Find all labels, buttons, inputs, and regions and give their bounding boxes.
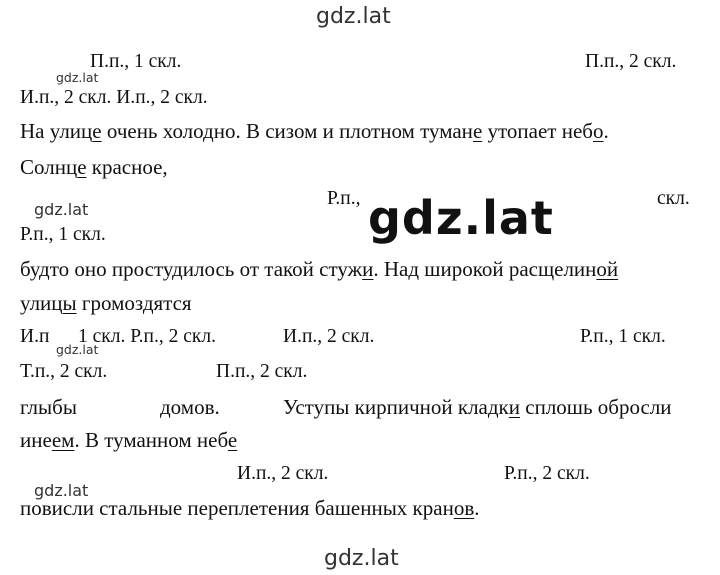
annotation-ip-2skl: И.п., 2 скл. (283, 326, 375, 347)
text-seg: На улиц (20, 119, 93, 143)
annotation-ip-2skl-2: И.п., 2 скл. (237, 463, 329, 484)
text-line-12 (20, 430, 237, 451)
text-seg: Уступы кирпичной кладк (283, 395, 509, 419)
text-line-7 (20, 259, 618, 280)
text-seg: . (474, 496, 480, 520)
text-line-4 (20, 157, 168, 178)
watermark-large: gdz.lat (368, 191, 554, 245)
ending-underlined: ем (51, 428, 75, 452)
watermark-small-4: gdz.lat (34, 481, 89, 500)
text-seg: сплошь обросли (520, 395, 672, 419)
annotation-tp-2skl: Т.п., 2 скл. (20, 361, 108, 382)
annotation-1skl-rp-2skl: 1 скл. Р.п., 2 скл. (78, 326, 216, 347)
text-seg: громоздятся (76, 291, 192, 315)
annotation-skl: скл. (657, 188, 690, 209)
annotation-pp-2skl: П.п., 2 скл. (585, 51, 677, 72)
text-line-11-word1: глыбы (20, 395, 77, 419)
text-seg: очень холодно. В сизом и плотном туман (101, 119, 473, 143)
text-line-11-rest (283, 397, 672, 418)
annotation-ip-partial: И.п (20, 326, 50, 347)
text-line-8 (20, 293, 192, 314)
text-line-11-word2: домов. (160, 395, 220, 419)
watermark-small-3: gdz.lat (56, 342, 99, 357)
ending-underlined: о (592, 119, 604, 143)
annotation-ip-row2: И.п., 2 скл. И.п., 2 скл. (20, 87, 208, 108)
ending-underlined: и (362, 257, 374, 281)
ending-underlined: ов (453, 496, 475, 520)
text-seg: . (603, 119, 609, 143)
ending-underlined: ой (596, 257, 619, 281)
ending-underlined: е (77, 155, 87, 179)
ending-underlined: и (508, 395, 521, 419)
text-line-14 (20, 498, 479, 519)
watermark-small-2: gdz.lat (34, 200, 89, 219)
annotation-pp-2skl-2: П.п., 2 скл. (216, 361, 308, 382)
watermark-bottom: gdz.lat (324, 546, 399, 571)
text-line-3 (20, 121, 609, 142)
text-seg: повисли стальные переплетения башенных кран (20, 496, 454, 520)
ending-underlined: ы (62, 291, 77, 315)
text-seg: Солнц (20, 155, 78, 179)
text-seg: будто оно простудилось от такой стуж (20, 257, 363, 281)
text-seg: . Над широкой расщелин (373, 257, 597, 281)
text-seg: . В туманном неб (74, 428, 228, 452)
text-seg: улиц (20, 291, 63, 315)
annotation-rp-1skl-2: Р.п., 1 скл. (580, 326, 666, 347)
annotation-pp-1skl: П.п., 1 скл. (90, 51, 182, 72)
annotation-rp-1skl: Р.п., 1 скл. (20, 224, 106, 245)
watermark-top: gdz.lat (316, 4, 391, 29)
annotation-rp-2skl: Р.п., 2 скл. (504, 463, 590, 484)
ending-underlined: е (227, 428, 238, 452)
ending-underlined: е (472, 119, 483, 143)
text-seg: утопает неб (482, 119, 593, 143)
text-seg: красное, (86, 155, 168, 179)
text-seg: ине (20, 428, 52, 452)
watermark-small-1: gdz.lat (56, 70, 99, 85)
ending-underlined: е (92, 119, 102, 143)
annotation-rp-partial: Р.п., (327, 188, 361, 209)
